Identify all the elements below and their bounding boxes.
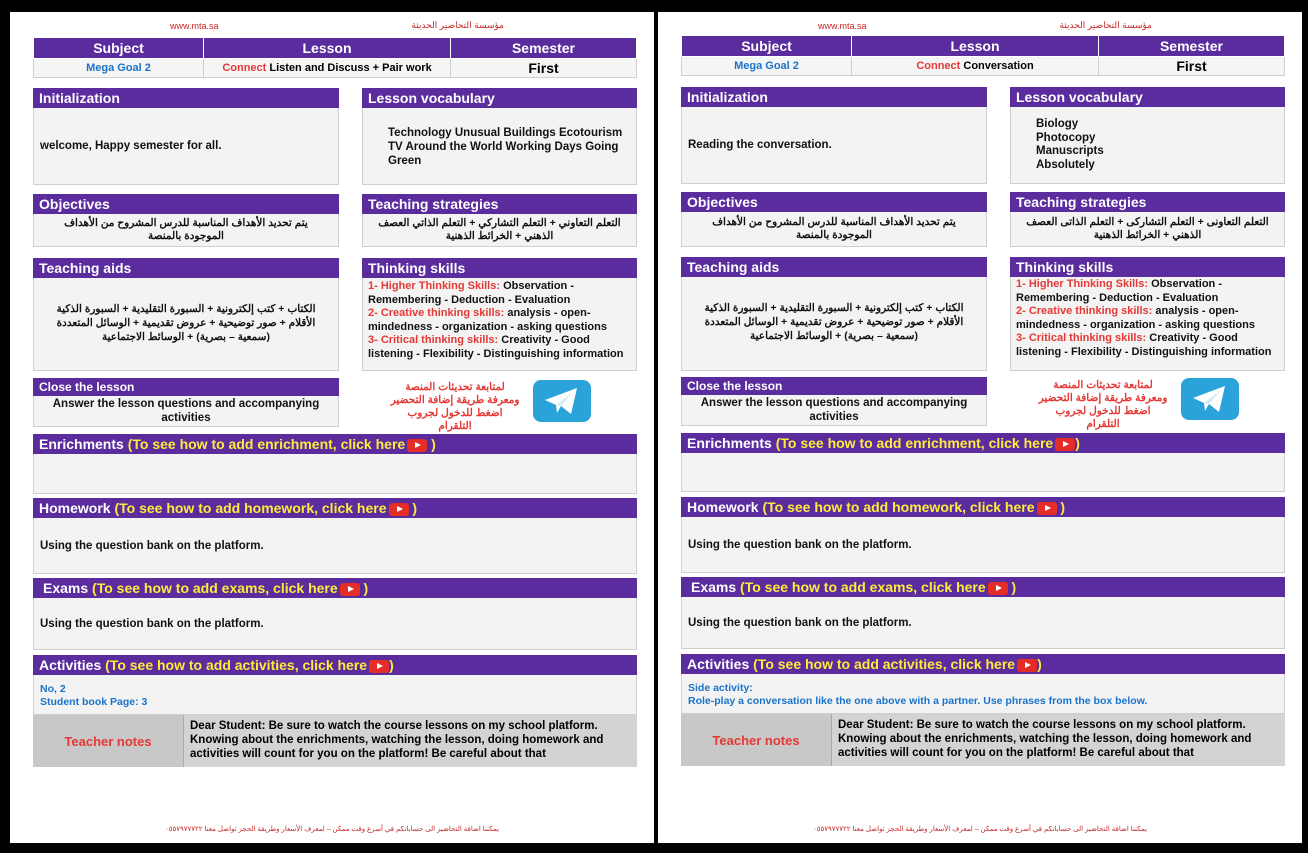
exams-title [33,578,637,598]
enrichments-label: Enrichments [687,435,772,451]
homework-section [681,497,1285,573]
subject-table [681,35,1285,76]
exams-label: Exams [43,580,89,596]
telegram-invite-text[interactable]: لمتابعة تحديثات المنصة ومعرفة طريقة إضافة التحضير اضغط للدخول لجروب التلقرام [1038,379,1168,430]
enrichments-title [33,434,637,454]
lesson-connect: Connect [222,62,267,74]
close-lesson-text: Answer the lesson questions and accompanying activities [33,396,339,427]
homework-link[interactable]: (To see how to add homework, click here [114,500,387,516]
activities-label: Activities [687,656,750,672]
telegram-invite-text[interactable]: لمتابعة تحديثات المنصة ومعرفة طريقة إضافة التحضير اضغط للدخول لجروب التلقرام [390,381,520,432]
initialization-section [33,88,339,185]
exams-section [33,578,637,650]
close-lesson-title: Close the lesson [33,378,339,396]
thinking-1: Observation - Remembering - Deduction - Evaluation [368,280,574,306]
teaching-aids-text: الكتاب + كتب إلكترونية + السبورة التقليدية + السبورة الذكية الأقلام + صور توضيحية + عروض تقديمية + الوسائل المتعددة (سمعية – بصرية) + الوسائط الاجتماعية [681,277,987,371]
activities-link[interactable]: (To see how to add activities, click here [105,657,368,673]
homework-label: Homework [687,499,759,515]
teacher-notes-text: Dear Student: Be sure to watch the course lessons on my school platform. Knowing about the enrichments, watching the lesson, doing homework and activities will count for you on the platform! Be careful about that [183,715,637,767]
activities-link[interactable]: (To see how to add activities, click here [753,656,1016,672]
youtube-icon[interactable] [389,503,409,516]
strategies-section [362,194,637,247]
vocabulary-item: Manuscripts [1036,145,1104,157]
exams-paren: ) [1011,579,1017,595]
telegram-icon[interactable] [533,380,591,422]
vocabulary-item: Photocopy [1036,131,1096,144]
initialization-section [681,87,987,184]
enrichments-section [681,433,1285,492]
vocabulary-title: Lesson vocabulary [362,88,637,108]
teaching-aids-section [33,258,339,371]
enrichments-paren: ) [431,436,436,452]
youtube-icon[interactable] [1017,659,1037,672]
close-lesson-section [681,377,987,426]
vocabulary-item: Absolutely [1036,158,1095,171]
homework-text: Using the question bank on the platform. [33,518,637,574]
exams-title [681,577,1285,597]
header-url[interactable]: www.mta.sa [170,21,219,31]
initialization-title: Initialization [33,88,339,108]
footer-note: يمكننا اضافة التحاضير الى حساباتكم في أسرع وقت ممكن – لمعرف الأسعار وطريقة الحجز تواصل معنا ٠٥٥٧٩٧٧٧٢٢ [164,826,500,833]
activities-paren: ) [389,657,394,673]
activities-body [681,674,1285,714]
exams-text: Using the question bank on the platform. [681,597,1285,649]
strategies-title: Teaching strategies [1010,192,1285,212]
thinking-3: Creativity - Good listening - Flexibility - Distinguishing information [1016,332,1272,358]
enrichments-paren: ) [1075,435,1080,451]
activities-section [681,654,1285,766]
youtube-icon[interactable] [988,582,1008,595]
subject-value: Mega Goal 2 [682,57,852,76]
enrichments-link[interactable]: (To see how to add enrichment, click here [775,435,1054,451]
semester-header: Semester [1099,36,1285,57]
thinking-skills-text [362,278,637,371]
close-lesson-text: Answer the lesson questions and accompanying activities [681,395,987,426]
activities-label: Activities [39,657,102,673]
thinking-3-label: 3- Critical thinking skills: [1016,332,1147,344]
subject-header: Subject [34,38,204,59]
objectives-title: Objectives [33,194,339,214]
strategies-text: التعلم التعاوني + التعلم التشاركي + التعلم الذاتي العصف الذهني + الخرائط الذهنية [362,214,637,247]
thinking-1-label: 1- Higher Thinking Skills: [368,280,501,292]
teacher-notes [33,715,637,767]
initialization-text: welcome, Happy semester for all. [33,108,339,185]
enrichments-body [33,454,637,494]
thinking-1-label: 1- Higher Thinking Skills: [1016,278,1149,290]
homework-title [681,497,1285,517]
initialization-title: Initialization [681,87,987,107]
activities-body [33,675,637,715]
thinking-skills-title: Thinking skills [362,258,637,278]
lesson-rest: Conversation [963,60,1034,72]
exams-text: Using the question bank on the platform. [33,598,637,650]
homework-title [33,498,637,518]
teacher-notes-label: Teacher notes [64,733,152,749]
activities-title [33,655,637,675]
strategies-title: Teaching strategies [362,194,637,214]
footer-note: يمكننا اضافة التحاضير الى حساباتكم في أسرع وقت ممكن – لمعرف الأسعار وطريقة الحجز تواصل معنا ٠٥٥٧٩٧٧٧٢٢ [812,826,1148,833]
youtube-icon[interactable] [1055,438,1075,451]
header-org: مؤسسة التحاضير الحديثة [1059,20,1152,30]
lesson-connect: Connect [916,60,961,72]
teacher-notes-label: Teacher notes [712,732,800,748]
lesson-rest: Listen and Discuss + Pair work [269,62,432,74]
exams-paren: ) [363,580,369,596]
vocabulary-section [1010,87,1285,184]
activities-title [681,654,1285,674]
lesson-value [852,57,1099,76]
activities-section [33,655,637,767]
semester-value: First [1099,57,1285,76]
exams-link[interactable]: (To see how to add exams, click here [740,579,986,595]
thinking-2: analysis - open-mindedness - organization - asking questions [1016,305,1255,331]
thinking-1: Observation - Remembering - Deduction - Evaluation [1016,278,1222,304]
close-lesson-section [33,378,339,427]
header-url[interactable]: www.mta.sa [818,21,867,31]
header-org: مؤسسة التحاضير الحديثة [411,20,504,30]
teaching-aids-text: الكتاب + كتب إلكترونية + السبورة التقليدية + السبورة الذكية الأقلام + صور توضيحية + عروض تقديمية + الوسائل المتعددة (سمعية – بصرية) + الوسائط الاجتماعية [33,278,339,371]
thinking-3: Creativity - Good listening - Flexibility - Distinguishing information [368,334,624,360]
activities-line-1: Side activity: [688,682,753,694]
activities-line-2: Student book Page: 3 [40,696,148,708]
objectives-title: Objectives [681,192,987,212]
lesson-header: Lesson [852,36,1099,57]
lesson-value [204,59,451,78]
activities-paren: ) [1037,656,1042,672]
semester-value: First [451,59,637,78]
thinking-skills-title: Thinking skills [1010,257,1285,277]
objectives-section [33,194,339,247]
strategies-section [1010,192,1285,247]
thinking-2-label: 2- Creative thinking skills: [368,307,505,319]
activities-line-1: No, 2 [40,683,66,695]
objectives-text: يتم تحديد الأهداف المناسبة للدرس المشروح من الأهداف الموجودة بالمنصة [33,214,339,247]
youtube-icon[interactable] [407,439,427,452]
subject-value: Mega Goal 2 [34,59,204,78]
thinking-2: analysis - open-mindedness - organization - asking questions [368,307,607,333]
teaching-aids-title: Teaching aids [681,257,987,277]
subject-header: Subject [682,36,852,57]
objectives-section [681,192,987,247]
vocabulary-list [1010,107,1285,184]
homework-link[interactable]: (To see how to add homework, click here [762,499,1035,515]
enrichments-body [681,453,1285,492]
teaching-aids-section [681,257,987,371]
close-lesson-title: Close the lesson [681,377,987,395]
homework-paren: ) [1060,499,1066,515]
enrichments-link[interactable]: (To see how to add enrichment, click here [127,436,406,452]
enrichments-label: Enrichments [39,436,124,452]
strategies-text: التعلم التعاونى + التعلم التشاركى + التعلم الذاتى العصف الذهني + الخرائط الذهنية [1010,212,1285,247]
exams-section [681,577,1285,649]
lesson-plan-page-right [658,12,1302,843]
subject-table [33,37,637,78]
thinking-3-label: 3- Critical thinking skills: [368,334,499,346]
teaching-aids-title: Teaching aids [33,258,339,278]
vocabulary-item: Biology [1036,118,1079,130]
youtube-icon[interactable] [1037,502,1057,515]
lesson-header: Lesson [204,38,451,59]
enrichments-section [33,434,637,494]
vocabulary-section [362,88,637,185]
activities-line-2: Role-play a conversation like the one above with a partner. Use phrases from the box below. [688,695,1148,707]
homework-section [33,498,637,574]
youtube-icon[interactable] [369,660,389,673]
homework-paren: ) [412,500,418,516]
thinking-skills-section [362,258,637,371]
vocabulary-text: Technology Unusual Buildings Ecotourism TV Around the World Working Days Going Green [362,108,637,185]
thinking-skills-section [1010,257,1285,371]
homework-label: Homework [39,500,111,516]
vocabulary-title: Lesson vocabulary [1010,87,1285,107]
lesson-plan-page-left [10,12,654,843]
initialization-text: Reading the conversation. [681,107,987,184]
telegram-icon[interactable] [1181,378,1239,420]
youtube-icon[interactable] [340,583,360,596]
thinking-2-label: 2- Creative thinking skills: [1016,305,1153,317]
enrichments-title [681,433,1285,453]
teacher-notes-text: Dear Student: Be sure to watch the course lessons on my school platform. Knowing about the enrichments, watching the lesson, doing homework and activities will count for you on the platform! Be careful about that [831,714,1285,766]
homework-text: Using the question bank on the platform. [681,517,1285,573]
objectives-text: يتم تحديد الأهداف المناسبة للدرس المشروح من الأهداف الموجودة بالمنصة [681,212,987,247]
teacher-notes [681,714,1285,766]
exams-link[interactable]: (To see how to add exams, click here [92,580,338,596]
thinking-skills-text [1010,277,1285,371]
exams-label: Exams [691,579,737,595]
semester-header: Semester [451,38,637,59]
